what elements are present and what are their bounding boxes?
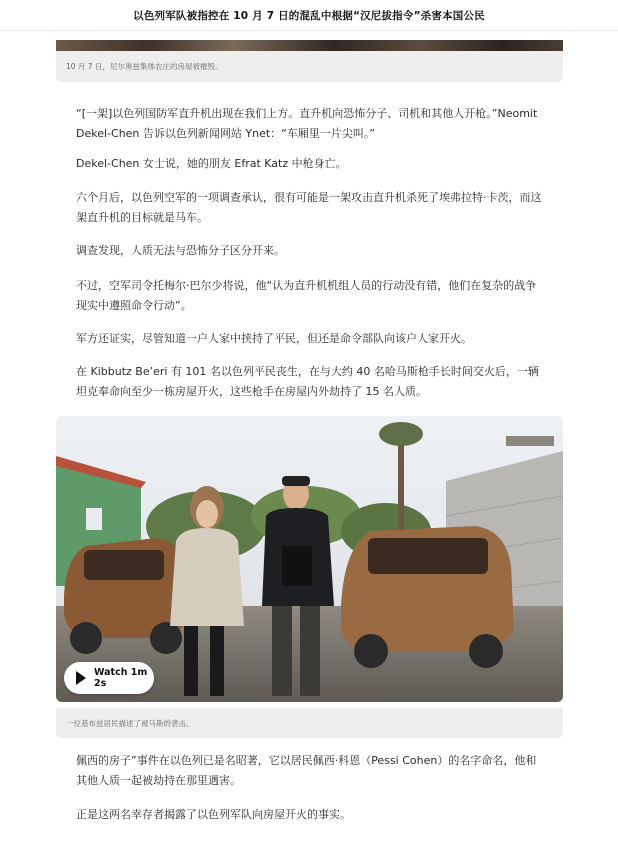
watch-duration-label: Watch 1m 2s bbox=[94, 667, 148, 689]
paragraph-5: 不过，空军司令托梅尔·巴尔少将说，他“认为直升机机组人员的行动没有错，他们在复杂的战争现实中遵照命令行动”。 bbox=[76, 279, 537, 312]
video-caption-text: 一位基布兹居民描述了被马斯的袭击。 bbox=[66, 718, 194, 728]
paragraph-6: 军方还证实，尽管知道一户人家中挟持了平民，但还是命令部队向该户人家开火。 bbox=[76, 332, 472, 345]
paragraph-9: 正是这两名幸存者揭露了以色列军队向房屋开火的事实。 bbox=[76, 808, 351, 821]
article-title: 以色列军队被指控在 10 月 7 日的混乱中根据“汉尼拔指令”杀害本国公民 bbox=[133, 9, 485, 22]
video-thumbnail bbox=[56, 416, 563, 702]
paragraph-8: 佩西的房子”事件在以色列已是名昭著，它以居民佩西·科恩（Pessi Cohen）的名字命名，他和其他人质一起被劫持在那里遇害。 bbox=[76, 754, 537, 787]
paragraph-7: 在 Kibbutz Be’eri 有 101 名以色列平民丧生，在与大约 40 名哈马斯枪手长时间交火后，一辆坦克奉命向至少一栋房屋开火，这些枪手在房屋内外劫持了 15 名人质。 bbox=[76, 365, 539, 398]
paragraph-4: 调查发现，人质无法与恐怖分子区分开来。 bbox=[76, 244, 285, 257]
article-top-image bbox=[56, 40, 563, 51]
image-caption bbox=[56, 51, 563, 82]
paragraph-1: “[一架]以色列国防军直升机出现在我们上方。直升机向恐怖分子、司机和其他人开枪。”Neomit Dekel-Chen 告诉以色列新闻网站 Ynet：“车厢里一片尖叫。” bbox=[76, 107, 538, 140]
watch-video-button[interactable] bbox=[64, 662, 154, 694]
top-bar bbox=[0, 0, 618, 31]
play-icon bbox=[76, 671, 86, 685]
video-caption bbox=[56, 708, 563, 738]
image-caption-text: 10 月 7 日，尼尔奥兹集体农庄的房屋被摧毁。 bbox=[66, 62, 223, 71]
paragraph-3: 六个月后，以色列空军的一项调查承认，很有可能是一架攻击直升机杀死了埃弗拉特·卡茨，而这架直升机的目标就是马车。 bbox=[76, 191, 542, 224]
video-player[interactable] bbox=[56, 416, 563, 702]
paragraph-2: Dekel-Chen 女士说，她的朋友 Efrat Katz 中枪身亡。 bbox=[76, 157, 347, 170]
